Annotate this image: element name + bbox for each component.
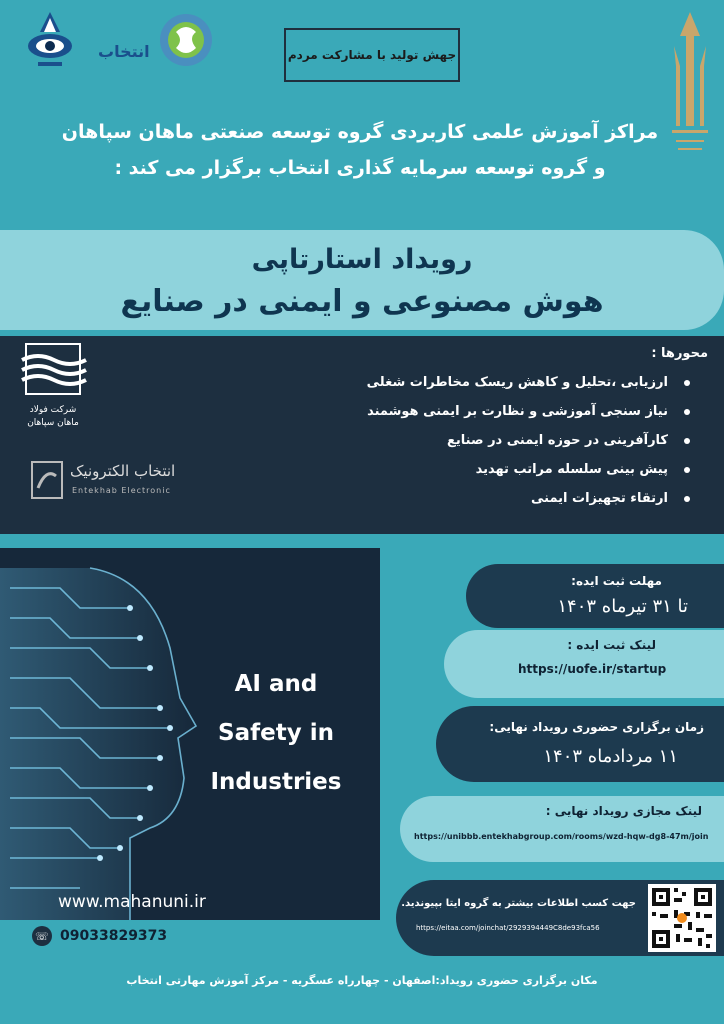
topic-item: نیاز سنجی آموزشی و نظارت بر ایمنی هوشمند: [248, 397, 668, 426]
foolad-logo-text: شرکت فولاد ماهان سپاهان: [27, 405, 79, 428]
entekhab-logo-text: انتخاب: [98, 42, 150, 61]
topics-list: [248, 368, 668, 513]
intro-line-1: مراکز آموزش علمی کاربردی گروه توسعه صنعتی ماهان سپاهان: [61, 121, 659, 143]
register-label: لینک ثبت ایده :: [567, 638, 656, 652]
topic-item: ارتقاء تجهیزات ایمنی: [248, 484, 668, 513]
event-subtitle: رویداد استارتاپی: [251, 244, 473, 275]
venue-footer: مکان برگزاری حضوری رویداد:اصفهان - چهارراه عسگریه - مرکز آموزش مهارتی انتخاب: [126, 974, 598, 987]
eitaa-group-box: [396, 880, 724, 956]
intro-text: [60, 114, 660, 186]
phone-contact[interactable]: [32, 926, 167, 946]
virtual-link-box: [400, 796, 724, 862]
virtual-link[interactable]: https://unibbb.entekhabgroup.com/rooms/wzd-hqw-dg8-47m/join: [414, 832, 709, 841]
register-link[interactable]: https://uofe.ir/startup: [518, 662, 667, 676]
event-time-label: زمان برگزاری حضوری رویداد نهایی:: [489, 720, 704, 734]
event-time-box: [436, 706, 724, 782]
deadline-box: [466, 564, 724, 628]
slogan-box: جهش تولید با مشارکت مردم: [284, 28, 460, 82]
virtual-link-label: لینک مجازی رویداد نهایی :: [545, 804, 702, 818]
topic-item: ارزیابی ،تحلیل و کاهش ریسک مخاطرات شغلی: [248, 368, 668, 397]
university-logo-icon: [664, 6, 716, 166]
entekhab-gear-icon: [96, 12, 216, 70]
topics-heading: محورها :: [651, 346, 708, 361]
deadline-label: مهلت ثبت ایده:: [571, 574, 662, 588]
phone-number[interactable]: 09033829373: [60, 928, 168, 944]
topic-item: پیش بینی سلسله مراتب تهدید: [248, 455, 668, 484]
topic-item: کارآفرینی در حوزه ایمنی در صنایع: [248, 426, 668, 455]
ai-safety-caption: [196, 660, 356, 807]
website-link[interactable]: www.mahanuni.ir: [58, 892, 206, 912]
eitaa-group-link[interactable]: https://eitaa.com/joinchat/2929394449C8de93fca56: [416, 924, 600, 932]
entekhab-electronic-logo: [30, 458, 200, 506]
intro-line-2: و گروه توسعه سرمایه گذاری انتخاب برگزار می کند :: [114, 157, 606, 179]
electronic-logo-en: Entekhab Electronic: [72, 486, 171, 495]
ai-caption-line-2: Safety in: [218, 720, 334, 746]
eye-logo-icon: [22, 10, 78, 70]
foolad-waves-icon: [18, 342, 88, 396]
ai-caption-line-1: AI and: [234, 671, 318, 697]
ai-caption-line-3: Industries: [210, 769, 342, 795]
event-time-value: ۱۱ مردادماه ۱۴۰۳: [543, 746, 678, 767]
entekhab-logo: [96, 12, 216, 70]
register-box: [444, 630, 724, 698]
electronic-logo-fa: انتخاب الکترونیک: [70, 462, 176, 480]
event-title: هوش مصنوعی و ایمنی در صنایع: [120, 284, 604, 319]
deadline-value: تا ۳۱ تیرماه ۱۴۰۳: [557, 596, 688, 617]
eitaa-group-label: جهت کسب اطلاعات بیشتر به گروه ایتا بپیوندید.: [401, 898, 636, 909]
foolad-logo: [18, 342, 108, 442]
electronic-emblem-icon: [30, 460, 64, 500]
phone-icon: ☏: [32, 926, 52, 946]
qr-code-icon[interactable]: [648, 884, 716, 952]
